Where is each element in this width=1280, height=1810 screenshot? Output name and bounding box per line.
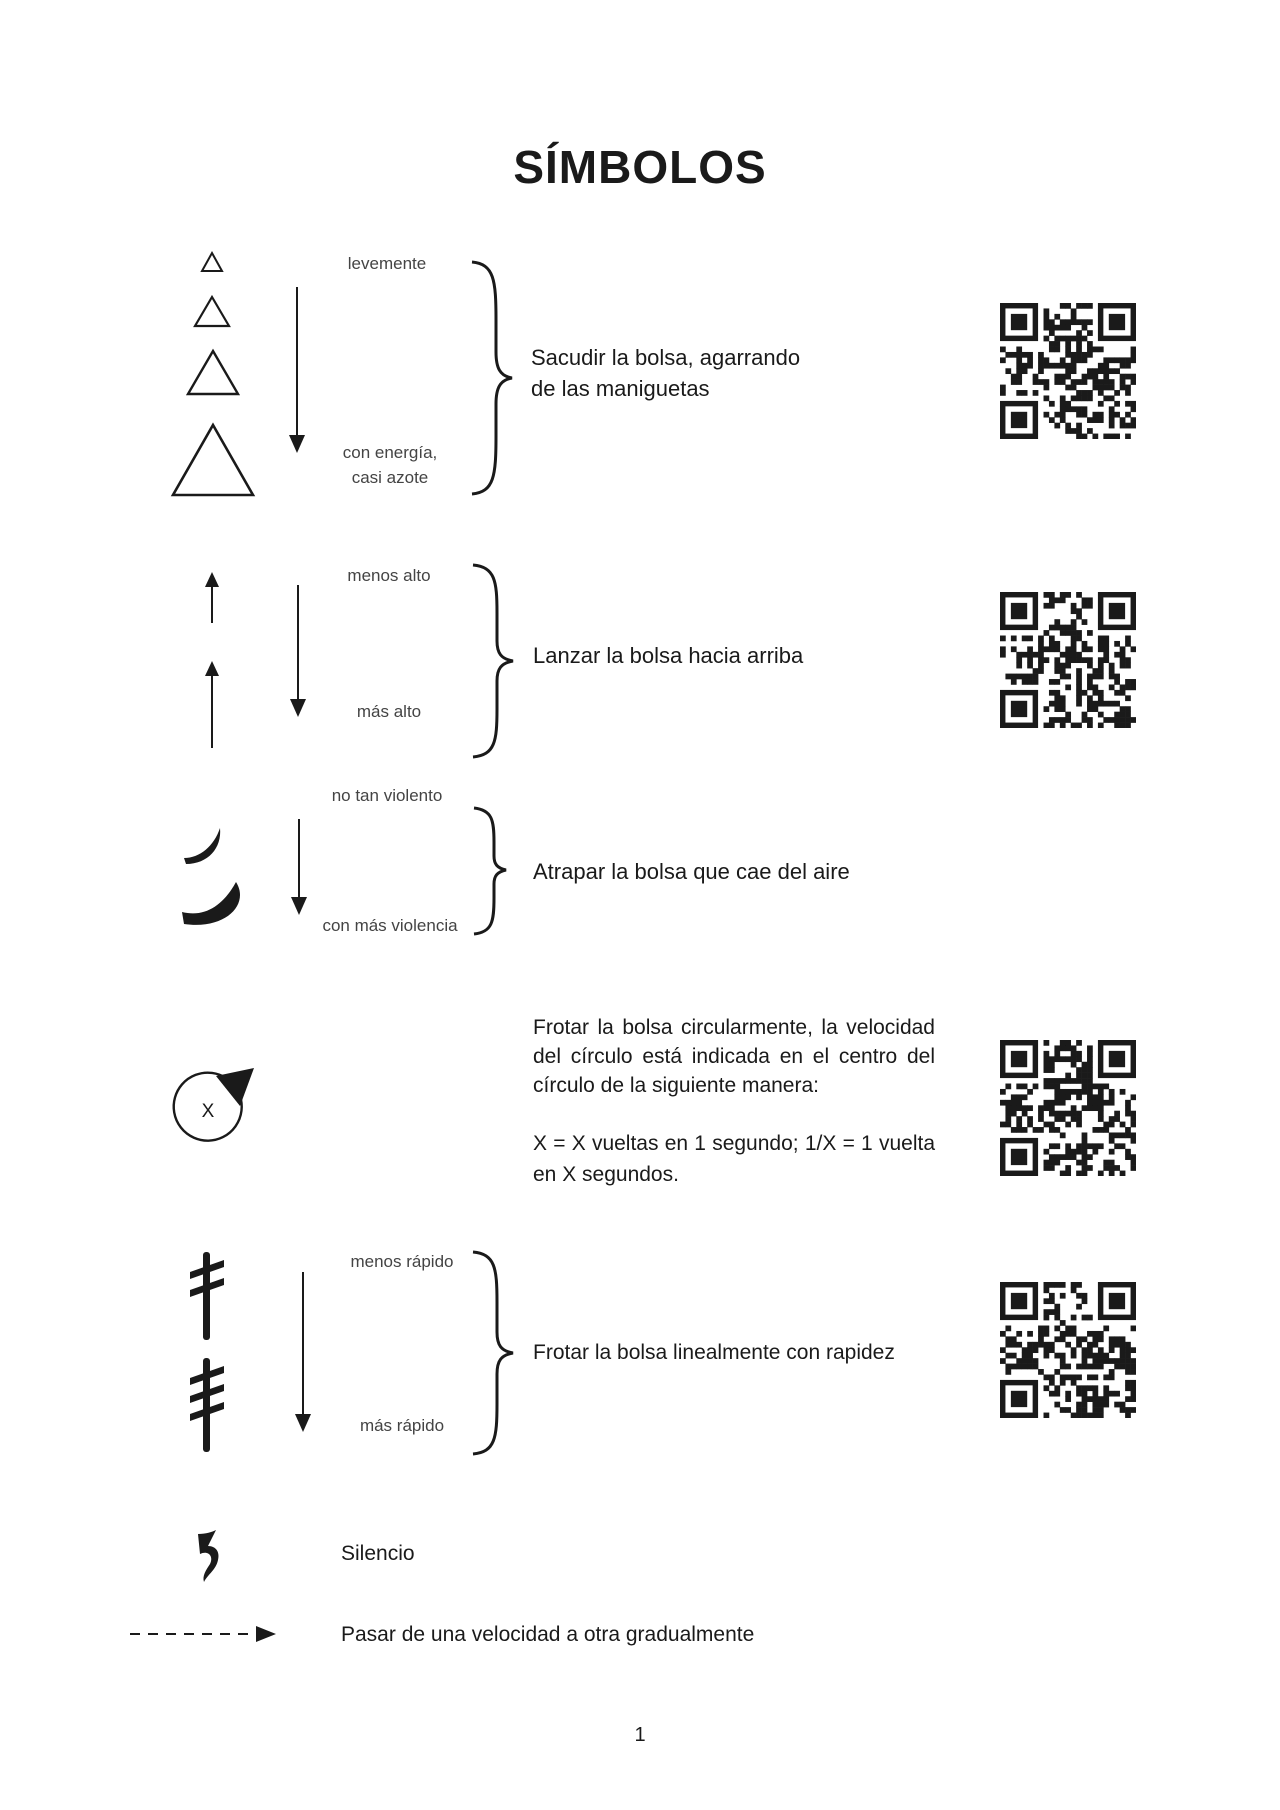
arrow-down-icon xyxy=(291,1270,315,1434)
intensity-label-bottom: más alto xyxy=(356,702,422,721)
arrow-down-icon xyxy=(287,817,311,917)
catch-description: Atrapar la bolsa que cae del aire xyxy=(533,859,850,884)
intensity-label-bottom: más rápido xyxy=(359,1416,445,1435)
shake-description: de las maniguetas xyxy=(531,376,710,401)
silence-label: Silencio xyxy=(341,1542,415,1565)
arrow-down-icon xyxy=(285,285,309,455)
throw-description: Lanzar la bolsa hacia arriba xyxy=(533,643,804,668)
page-number: 1 xyxy=(634,1724,646,1746)
triangle-icon xyxy=(186,349,240,396)
page-title: SÍMBOLOS xyxy=(513,141,767,193)
qr-code-icon xyxy=(1000,303,1136,439)
arrow-up-icon xyxy=(200,660,224,748)
arrow-down-icon xyxy=(286,583,310,719)
brace-icon xyxy=(467,1250,517,1456)
gradual-label: Pasar de una velocidad a otra gradualmente xyxy=(341,1623,755,1646)
qr-code-icon xyxy=(1000,1040,1136,1176)
intensity-label-bottom: con energía, xyxy=(342,443,438,462)
circular-rub-speed-rule: X = X vueltas en 1 segundo; 1/X = 1 vuelta en X segundos. xyxy=(533,1132,935,1186)
triangle-icon xyxy=(171,423,255,497)
speed-letter: X xyxy=(201,1101,215,1122)
brace-icon xyxy=(466,260,516,496)
linear-rub-description: Frotar la bolsa linealmente con rapidez xyxy=(533,1341,895,1364)
intensity-label-bottom: con más violencia xyxy=(322,916,458,935)
brace-icon xyxy=(470,806,510,936)
barred-stem-icon xyxy=(188,1358,228,1454)
rest-icon xyxy=(194,1530,224,1584)
shake-description: Sacudir la bolsa, agarrando xyxy=(531,345,801,370)
dashed-arrow-icon xyxy=(128,1622,278,1646)
intensity-label-top: levemente xyxy=(347,254,427,273)
intensity-label-top: no tan violento xyxy=(331,786,443,805)
triangle-icon xyxy=(193,295,231,328)
barred-stem-icon xyxy=(188,1252,228,1342)
circular-rub-description: Frotar la bolsa circularmente, la velocidad del círculo está indicada en el centro del círculo de la siguiente manera: xyxy=(533,1016,935,1097)
qr-code-icon xyxy=(1000,1282,1136,1418)
circular-arrow-icon xyxy=(168,1062,258,1140)
qr-code-icon xyxy=(1000,592,1136,728)
intensity-label-top: menos rápido xyxy=(350,1252,454,1271)
intensity-label-top: menos alto xyxy=(347,566,431,585)
intensity-label-bottom: casi azote xyxy=(351,468,429,487)
triangle-icon xyxy=(201,252,223,272)
brace-icon xyxy=(467,563,517,759)
arrow-up-icon xyxy=(200,571,224,623)
curved-stroke-icon xyxy=(180,826,250,930)
